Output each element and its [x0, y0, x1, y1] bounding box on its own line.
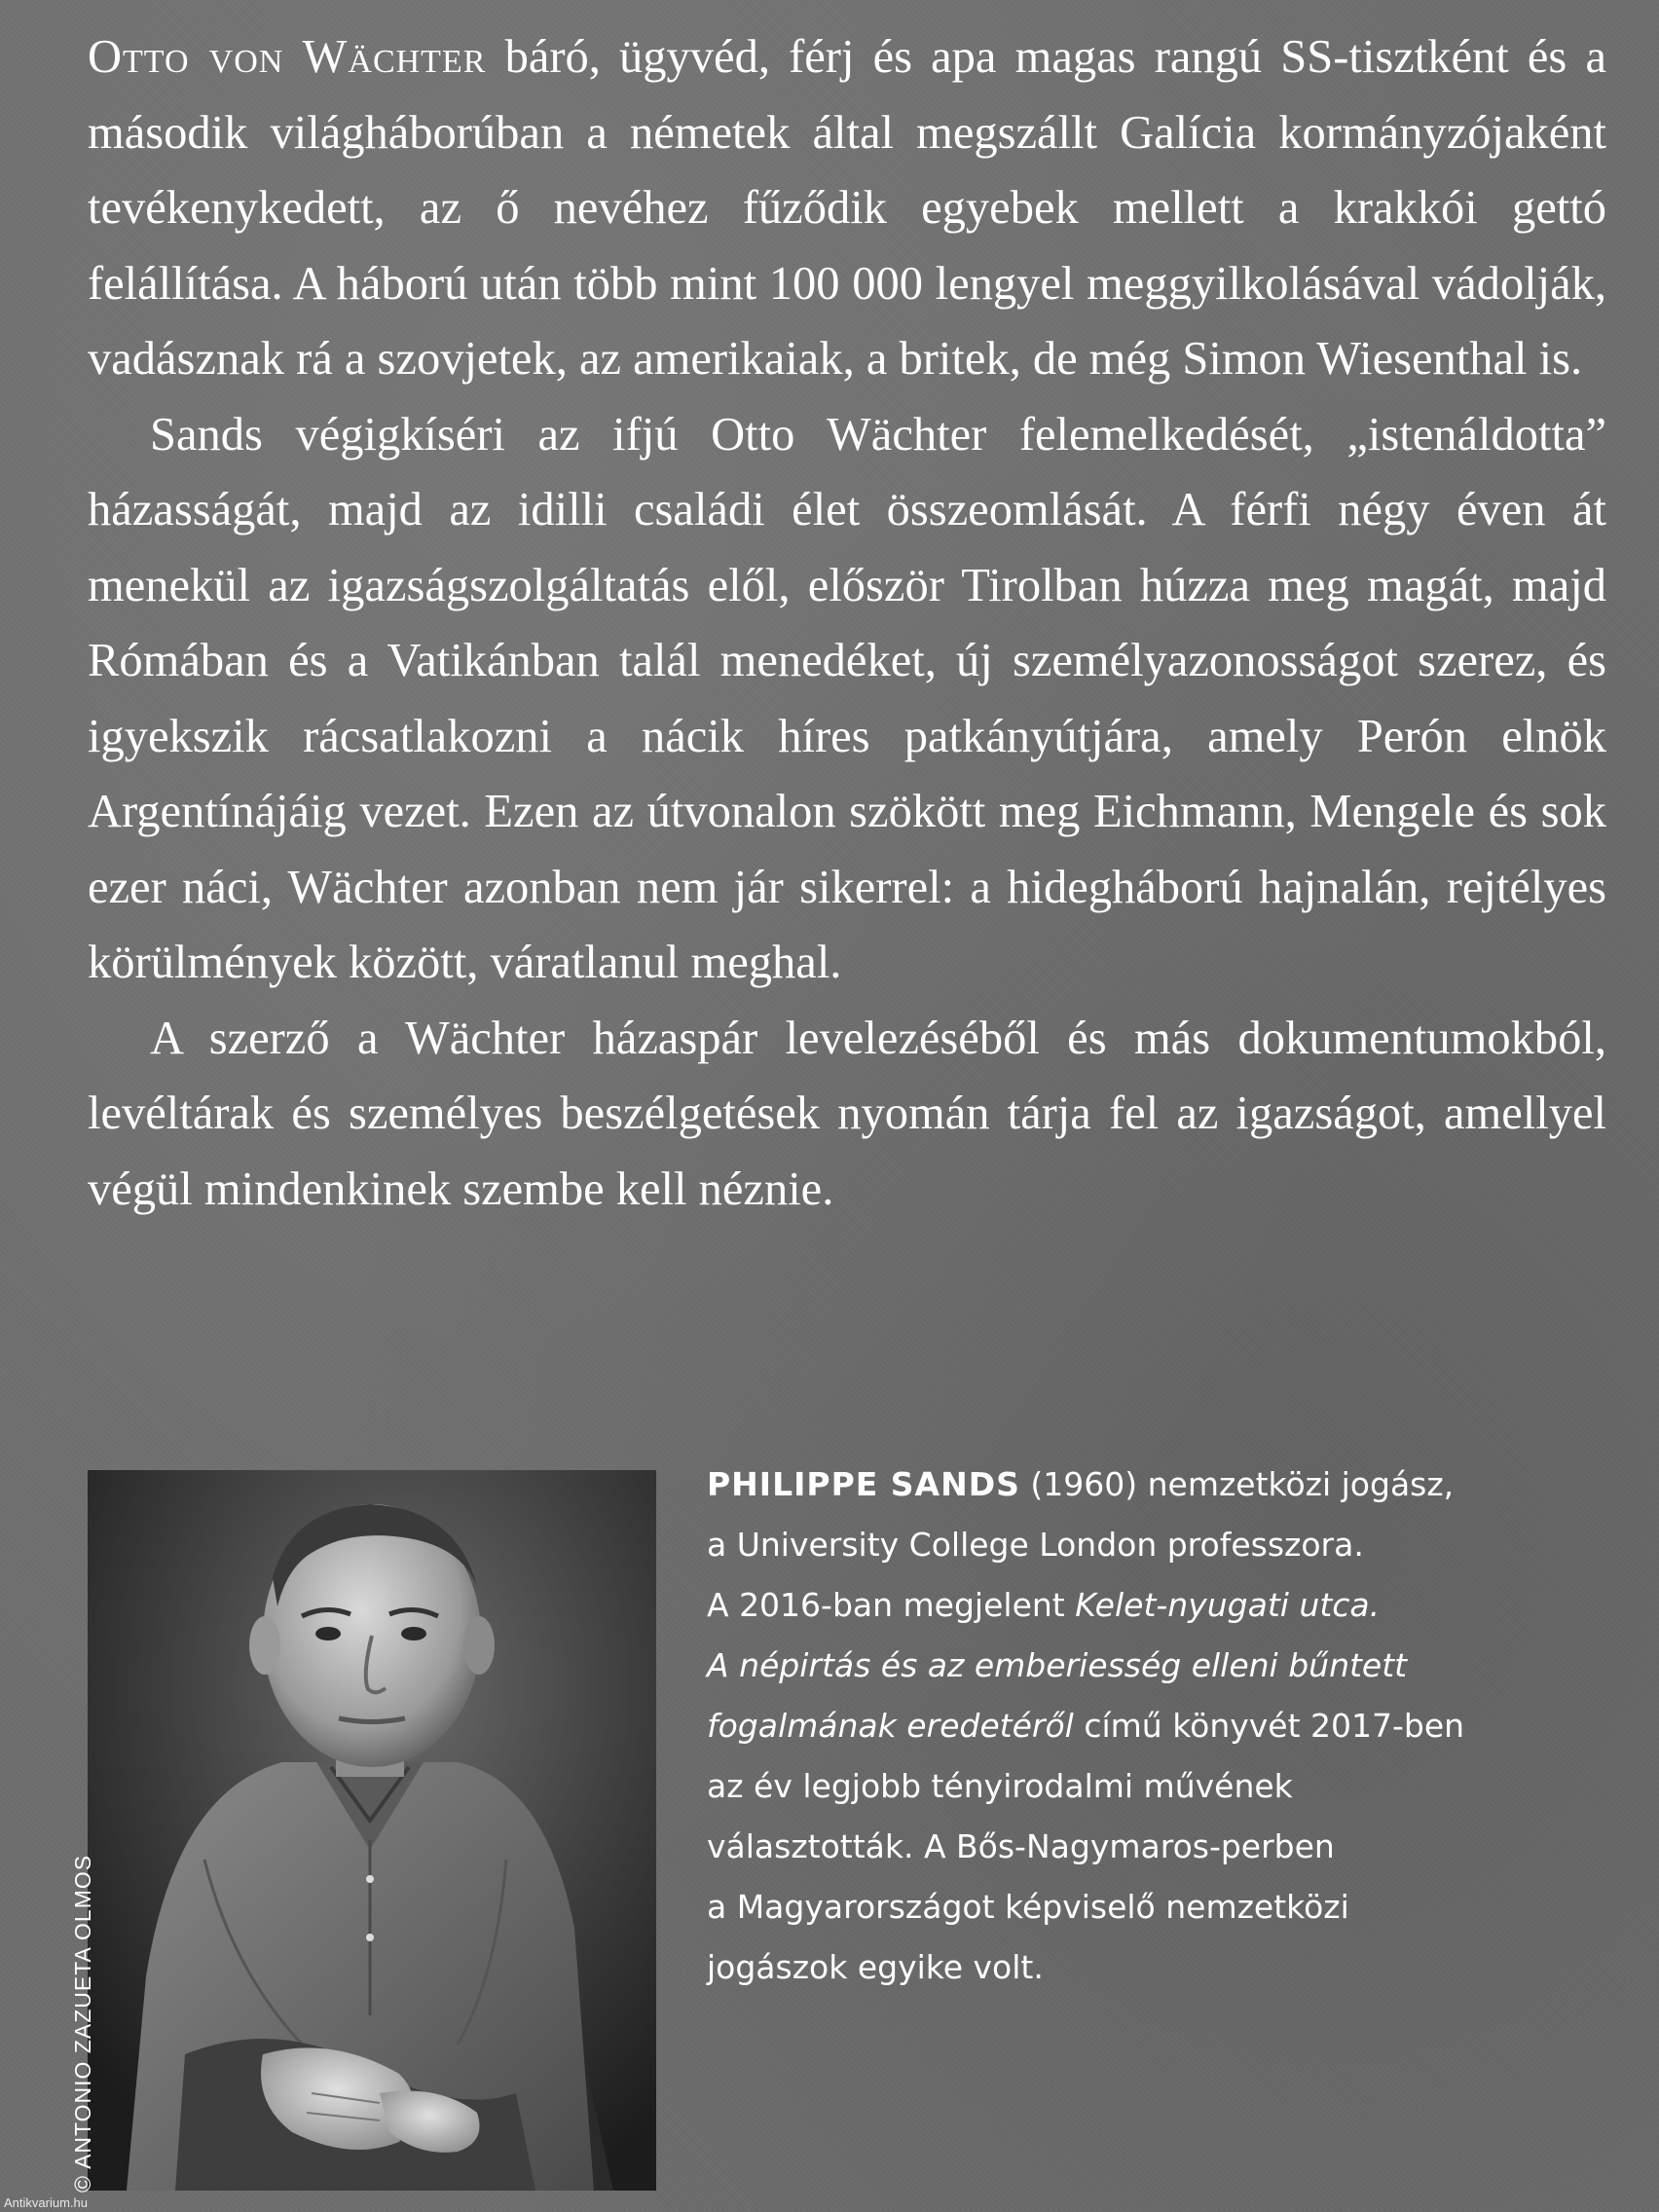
watermark: Antikvarium.hu: [4, 2195, 88, 2210]
photo-credit: © ANTONIO ZAZUETA OLMOS: [70, 1854, 95, 2193]
bio-line: [707, 1696, 1612, 1756]
bio-line: a Magyarországot képviselő nemzetközi: [707, 1888, 1349, 1926]
blurb-paragraph-3: A szerző a Wächter házaspár levelezéséből és más dokumentumokból, levéltárak és személyes beszélgetések nyomán tárja fel az igazságot, amellyel végül mindenkinek szembe kell néznie.: [88, 1012, 1606, 1215]
bio-text: A 2016-ban megjelent: [707, 1586, 1076, 1624]
bio-line: az év legjobb tényirodalmi művének: [707, 1767, 1293, 1805]
blurb-text: [88, 19, 1606, 1227]
author-name: PHILIPPE SANDS: [707, 1465, 1020, 1503]
bio-line: választották. A Bős-Nagymaros-perben: [707, 1827, 1335, 1865]
bio-line: [707, 1455, 1612, 1515]
bio-line: [707, 1636, 1612, 1696]
author-photo: [88, 1470, 656, 2191]
bio-text: (1960) nemzetközi jogász,: [1019, 1465, 1455, 1503]
bio-line: a University College London professzora.: [707, 1526, 1364, 1564]
bio-line: jogászok egyike volt.: [707, 1948, 1044, 1986]
blurb-paragraph-1-body: báró, ügyvéd, férj és apa magas rangú SS-tisztként és a második világháborúban a németek által megszállt Galícia kormányzójaként tevékenykedett, az ő nevéhez fűződik egyebek mellett a krakkói gettó felállítása. A háború után több mint 100 000 lengyel meggyilkolásával vádolják, vadásznak rá a szovjetek, az amerikaiak, a britek, de még Simon Wiesenthal is.: [88, 31, 1606, 385]
author-bio: [707, 1455, 1612, 1998]
bio-line: [707, 1575, 1612, 1636]
book-subtitle: A népirtás és az emberiesség elleni bűntett: [707, 1646, 1408, 1684]
blurb-paragraph-1: [88, 19, 1606, 397]
bio-text: című könyvét 2017-ben: [1073, 1707, 1465, 1745]
subject-name: Otto von Wächter: [88, 31, 487, 83]
book-title: Kelet-nyugati utca.: [1075, 1586, 1381, 1624]
book-subtitle-cont: fogalmának eredetéről: [707, 1707, 1074, 1745]
blurb-paragraph-2: Sands végigkíséri az ifjú Otto Wächter felemelkedését, „istenáldotta” házasságát, majd az idilli családi élet összeomlását. A férfi négy éven át menekül az igazságszolgáltatás elől, először Tirolban húzza meg magát, majd Rómában és a Vatikánban talál menedéket, új személyazonosságot szerez, és igyekszik rácsatlakozni a nácik híres patkányútjára, amely Perón elnök Argentínájáig vezet. Ezen az útvonalon szökött meg Eichmann, Mengele és sok ezer náci, Wächter azonban nem jár sikerrel: a hidegháború hajnalán, rejtélyes körülmények között, váratlanul meghal.: [88, 408, 1606, 988]
